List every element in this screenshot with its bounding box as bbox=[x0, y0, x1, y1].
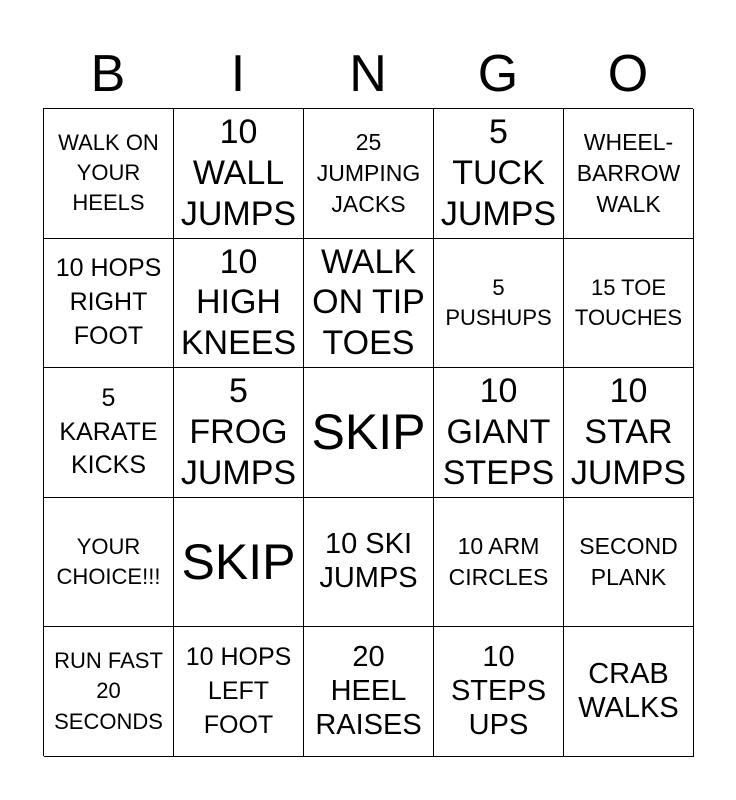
bingo-grid bbox=[43, 108, 693, 756]
cell-label: 10 HOPS LEFT FOOT bbox=[185, 643, 292, 739]
bingo-cell[interactable] bbox=[44, 498, 174, 628]
cell-label: 10 WALL JUMPS bbox=[180, 113, 297, 233]
bingo-cell[interactable] bbox=[304, 109, 434, 239]
header-letter-b: B bbox=[90, 45, 126, 103]
cell-label: 10 STAR JUMPS bbox=[570, 372, 687, 492]
bingo-cell[interactable] bbox=[564, 109, 694, 239]
bingo-cell[interactable] bbox=[44, 239, 174, 369]
cell-label: 10 ARM CIRCLES bbox=[448, 533, 549, 591]
cell-label: 5 FROG JUMPS bbox=[180, 372, 297, 492]
bingo-cell[interactable] bbox=[564, 368, 694, 498]
cell-label: 5 KARATE KICKS bbox=[59, 383, 158, 480]
bingo-cell[interactable] bbox=[174, 627, 304, 757]
bingo-cell[interactable] bbox=[174, 498, 304, 628]
bingo-header bbox=[43, 42, 693, 106]
cell-label: 10 HOPS RIGHT FOOT bbox=[55, 254, 162, 350]
bingo-cell[interactable] bbox=[304, 368, 434, 498]
header-letter-o: O bbox=[607, 45, 649, 103]
bingo-cell[interactable] bbox=[304, 239, 434, 369]
cell-label: WHEEL- BARROW WALK bbox=[576, 128, 681, 217]
bingo-cell[interactable] bbox=[304, 498, 434, 628]
bingo-cell[interactable] bbox=[174, 368, 304, 498]
cell-label: 5 TUCK JUMPS bbox=[440, 113, 557, 233]
bingo-cell[interactable] bbox=[174, 239, 304, 369]
cell-label: 15 TOE TOUCHES bbox=[574, 274, 683, 330]
cell-label: SECOND PLANK bbox=[579, 533, 678, 591]
bingo-cell[interactable] bbox=[564, 239, 694, 369]
header-letter-g: G bbox=[477, 45, 519, 103]
bingo-cell[interactable] bbox=[174, 109, 304, 239]
cell-label: SKIP bbox=[311, 404, 426, 461]
cell-label: 25 JUMPING JACKS bbox=[316, 128, 421, 217]
cell-label: 10 STEPS UPS bbox=[450, 640, 547, 741]
bingo-cell[interactable] bbox=[434, 239, 564, 369]
cell-label: YOUR CHOICE!!! bbox=[56, 533, 161, 590]
cell-label: CRAB WALKS bbox=[578, 657, 679, 724]
bingo-cell[interactable] bbox=[304, 627, 434, 757]
cell-label: 10 SKI JUMPS bbox=[319, 528, 418, 595]
bingo-cell[interactable] bbox=[44, 109, 174, 239]
cell-label: SKIP bbox=[181, 533, 296, 590]
header-letter-n: N bbox=[349, 45, 387, 103]
bingo-cell[interactable] bbox=[434, 109, 564, 239]
bingo-cell[interactable] bbox=[44, 627, 174, 757]
cell-label: WALK ON TIP TOES bbox=[312, 242, 425, 363]
bingo-cell[interactable] bbox=[434, 368, 564, 498]
header-letter-i: I bbox=[230, 45, 246, 103]
bingo-cell[interactable] bbox=[434, 498, 564, 628]
bingo-cell[interactable] bbox=[564, 627, 694, 757]
bingo-cell[interactable] bbox=[564, 498, 694, 628]
bingo-cell[interactable] bbox=[44, 368, 174, 498]
cell-label: 10 GIANT STEPS bbox=[442, 372, 555, 492]
cell-label: RUN FAST 20 SECONDS bbox=[54, 648, 163, 734]
cell-label: 10 HIGH KNEES bbox=[180, 242, 297, 363]
cell-label: 5 PUSHUPS bbox=[445, 274, 552, 330]
cell-label: WALK ON YOUR HEELS bbox=[58, 129, 159, 216]
bingo-cell[interactable] bbox=[434, 627, 564, 757]
cell-label: 20 HEEL RAISES bbox=[315, 640, 422, 741]
